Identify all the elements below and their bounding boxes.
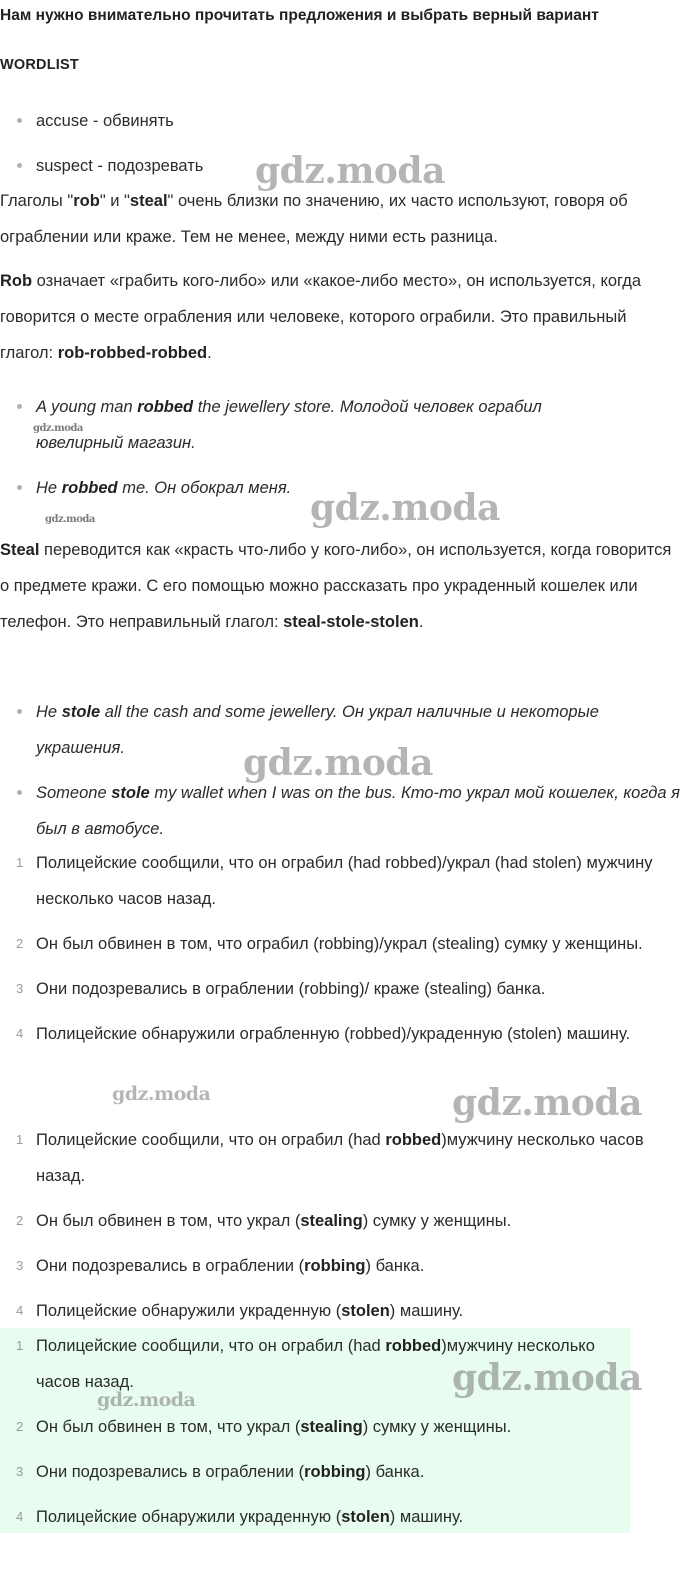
watermark: gdz.moda xyxy=(112,1083,211,1105)
steal-explanation: Steal переводится как «красть что-либо у кого-либо», он используется, когда говорится о предмете кражи. С его помощью можно рассказать про украденный кошелек или телефон. Это неправильный глагол: steal-stole-stolen. xyxy=(0,541,672,631)
task-item: 1 Полицейские сообщили, что он ограбил (had robbed)/украл (had stolen) мужчину несколько часов назад. xyxy=(16,854,653,908)
example-item: He stole all the cash and some jewellery. Он украл наличные и некоторые украшения. xyxy=(0,694,680,766)
watermark: gdz.moda xyxy=(452,1357,642,1399)
watermark: gdz.moda xyxy=(243,742,433,784)
answer-item: 3 Они подозревались в ограблении (robbing) банка. xyxy=(16,1463,425,1481)
watermark: gdz.moda xyxy=(310,487,500,529)
watermark: gdz.moda xyxy=(45,514,95,525)
example-item: A young man robbed the jewellery store. Молодой человек ограбил ювелирный магазин. xyxy=(0,389,680,461)
example-item: Someone stole my wallet when I was on the bus. Кто-то украл мой кошелек, когда я был в автобусе. xyxy=(0,775,680,847)
rob-explanation: Rob означает «грабить кого-либо» или «какое-либо место», он используется, когда говорится о месте ограбления или человеке, которого ограбили. Это правильный глагол: rob-robbed-robbed. xyxy=(0,272,642,362)
intro-paragraph-rob-steal: Глаголы "rob" и "steal" очень близки по значению, их часто используют, говоря об ограблении или краже. Тем не менее, между ними есть разница. xyxy=(0,192,628,246)
answer-list xyxy=(0,1122,680,1329)
task-list xyxy=(0,845,680,1052)
watermark: gdz.moda xyxy=(33,423,83,434)
answer-item: 4 Полицейские обнаружили украденную (stolen) машину. xyxy=(16,1508,464,1526)
answer-item: 2 Он был обвинен в том, что украл (stealing) сумку у женщины. xyxy=(16,1212,512,1230)
example-item: He robbed me. Он обокрал меня. xyxy=(0,470,680,506)
answer-item: 4 Полицейские обнаружили украденную (stolen) машину. xyxy=(16,1302,464,1320)
watermark: gdz.moda xyxy=(452,1082,642,1124)
wordlist-item: accuse - обвинять xyxy=(0,103,680,139)
page-title: Нам нужно внимательно прочитать предложения и выбрать верный вариант xyxy=(0,7,599,24)
task-item: 3 Они подозревались в ограблении (robbing)/ краже (stealing) банка. xyxy=(16,980,546,998)
task-item: 2 Он был обвинен в том, что ограбил (robbing)/украл (stealing) сумку у женщины. xyxy=(16,935,643,953)
task-item: 4 Полицейские обнаружили ограбленную (robbed)/украденную (stolen) машину. xyxy=(16,1025,631,1043)
wordlist-item: suspect - подозревать xyxy=(0,148,680,184)
answer-item: 3 Они подозревались в ограблении (robbing) банка. xyxy=(16,1257,425,1275)
answer-item: 1 Полицейские сообщили, что он ограбил (had robbed)мужчину несколько часов назад. xyxy=(16,1337,595,1391)
watermark: gdz.moda xyxy=(255,150,445,192)
wordlist-heading: WORDLIST xyxy=(0,57,79,73)
answer-item: 1 Полицейские сообщили, что он ограбил (had robbed)мужчину несколько часов назад. xyxy=(16,1131,644,1185)
watermark: gdz.moda xyxy=(97,1389,196,1411)
answer-item: 2 Он был обвинен в том, что украл (stealing) сумку у женщины. xyxy=(16,1418,512,1436)
